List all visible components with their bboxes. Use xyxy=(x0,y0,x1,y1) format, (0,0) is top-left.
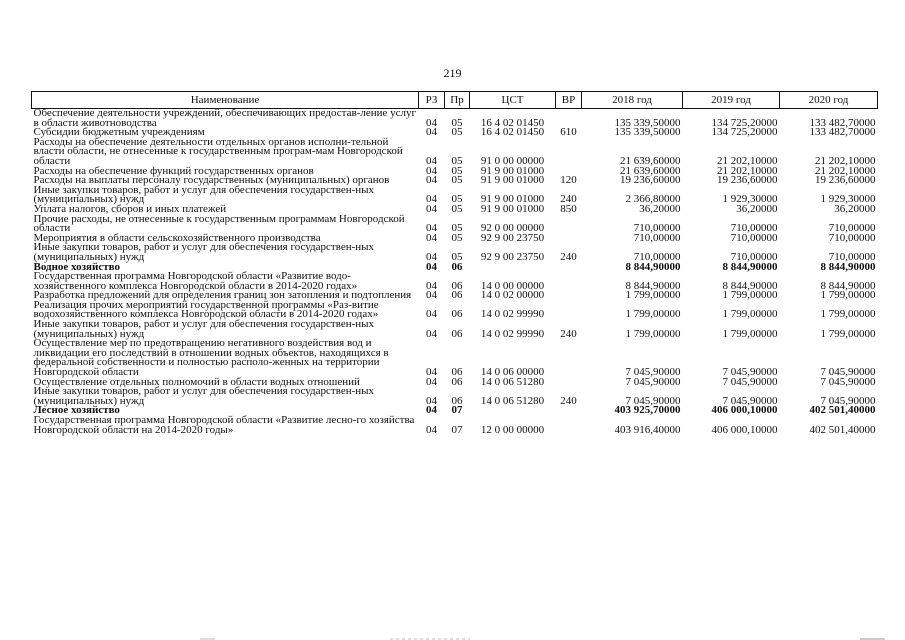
cell-rz: 04 xyxy=(426,116,437,129)
cell-2018: 21 639,60000 xyxy=(620,164,681,177)
cell-name: Водное хозяйство xyxy=(33,260,120,273)
cell-2019: 406 000,10000 xyxy=(711,423,778,436)
cell-vr: 240 xyxy=(560,394,577,407)
cell-name: Государственная программа Новгородской области «Развитие лесно-го хозяйства Новгородской области на 2014-2020 годы» xyxy=(33,414,415,436)
cell-2018: 135 339,50000 xyxy=(614,116,681,129)
cell-vr xyxy=(556,291,582,301)
cell-2018: 8 844,90000 xyxy=(625,260,681,273)
cell-pr: 05 xyxy=(451,164,463,177)
cell-2020: 133 482,70000 xyxy=(809,116,876,129)
cell-pr: 06 xyxy=(451,289,463,302)
cell-pr: 05 xyxy=(451,154,463,167)
cell-name: Уплата налогов, сборов и иных платежей xyxy=(33,202,227,215)
cell-2018: 2 366,80000 xyxy=(625,193,681,206)
cell-rz: 04 xyxy=(426,202,437,215)
cell-rz: 04 xyxy=(426,289,437,302)
cell-name: Субсидии бюджетным учреждениям xyxy=(33,126,205,139)
cell-2018: 1 799,00000 xyxy=(625,308,681,321)
cell-vr: 120 xyxy=(560,174,577,187)
cell-2018: 19 236,60000 xyxy=(620,174,681,187)
cell-cst: 12 0 00 00000 xyxy=(480,423,545,436)
cell-name: Лесное хозяйство xyxy=(33,404,120,417)
header-name: Наименование xyxy=(32,92,419,109)
cell-2018: 8 844,90000 xyxy=(625,279,681,292)
cell-pr: 05 xyxy=(451,116,463,129)
cell-2019: 134 725,20000 xyxy=(711,116,778,129)
cell-pr: 05 xyxy=(451,202,463,215)
cell-cst: 91 9 00 01000 xyxy=(480,164,545,177)
cell-2020: 1 799,00000 xyxy=(820,308,876,321)
cell-pr: 05 xyxy=(451,126,463,139)
cell-pr: 05 xyxy=(451,222,463,235)
cell-name: Осуществление мер по предотвращению негативного воздействия вод и ликвидации его последствий в отношении водных объектов, находящихся в федеральной собственности и полностью располо-женных на территории Новгородской области xyxy=(33,337,389,379)
cell-pr: 05 xyxy=(451,250,463,263)
cell-cst: 91 9 00 01000 xyxy=(480,193,545,206)
cell-cst: 16 4 02 01450 xyxy=(480,126,545,139)
cell-2019: 1 929,30000 xyxy=(722,193,778,206)
cell-cst xyxy=(470,406,556,416)
cell-vr xyxy=(556,263,582,273)
table-row xyxy=(32,243,878,262)
cell-2018: 36,20000 xyxy=(639,202,681,215)
cell-2020: 402 501,40000 xyxy=(809,404,876,417)
cell-vr: 240 xyxy=(560,193,577,206)
cell-pr: 05 xyxy=(451,231,463,244)
scan-edge-marks xyxy=(0,630,905,640)
cell-cst: 14 0 02 99990 xyxy=(480,308,545,321)
cell-2019: 8 844,90000 xyxy=(722,279,778,292)
cell-name: Расходы на выплаты персоналу государственных (муниципальных) органов xyxy=(33,174,390,187)
cell-cst: 91 9 00 01000 xyxy=(480,174,545,187)
cell-2020: 7 045,90000 xyxy=(820,394,876,407)
cell-vr xyxy=(556,215,582,234)
cell-vr xyxy=(556,339,582,377)
cell-2018: 7 045,90000 xyxy=(625,375,681,388)
cell-2018: 403 925,70000 xyxy=(614,404,681,417)
cell-2020: 7 045,90000 xyxy=(820,366,876,379)
cell-2020: 19 236,60000 xyxy=(815,174,876,187)
cell-rz: 04 xyxy=(426,423,437,436)
cell-pr: 06 xyxy=(451,260,463,273)
cell-cst: 16 4 02 01450 xyxy=(480,116,545,129)
cell-2019: 710,00000 xyxy=(730,250,778,263)
cell-pr: 05 xyxy=(451,174,463,187)
cell-2018: 710,00000 xyxy=(633,231,681,244)
cell-2019: 7 045,90000 xyxy=(722,366,778,379)
page-number: 219 xyxy=(443,66,462,80)
cell-vr: 240 xyxy=(560,327,577,340)
cell-cst: 92 9 00 23750 xyxy=(480,250,545,263)
cell-cst xyxy=(470,263,556,273)
cell-2020: 402 501,40000 xyxy=(809,423,876,436)
cell-2018: 1 799,00000 xyxy=(625,327,681,340)
cell-rz: 04 xyxy=(426,404,437,417)
cell-2019: 710,00000 xyxy=(730,222,778,235)
cell-cst: 14 0 02 99990 xyxy=(480,327,545,340)
cell-2018: 403 916,40000 xyxy=(614,423,681,436)
cell-vr: 850 xyxy=(560,202,577,215)
cell-rz: 04 xyxy=(426,126,437,139)
cell-2018: 7 045,90000 xyxy=(625,366,681,379)
cell-vr xyxy=(556,234,582,244)
header-cst: ЦСТ xyxy=(470,92,556,109)
cell-name: Расходы на обеспечение деятельности отдельных органов исполни-тельной власти области, не отнесенные к государственным програм-мам Новгородской области xyxy=(33,135,403,167)
cell-pr: 06 xyxy=(451,308,463,321)
cell-vr: 610 xyxy=(560,126,577,139)
cell-2019: 7 045,90000 xyxy=(722,394,778,407)
header-2020: 2020 год xyxy=(780,92,878,109)
cell-cst: 92 0 00 00000 xyxy=(480,222,545,235)
cell-rz: 04 xyxy=(426,222,437,235)
cell-rz: 04 xyxy=(426,260,437,273)
cell-rz: 04 xyxy=(426,174,437,187)
cell-cst: 14 0 06 51280 xyxy=(480,394,545,407)
cell-pr: 06 xyxy=(451,375,463,388)
cell-vr: 240 xyxy=(560,250,577,263)
cell-rz: 04 xyxy=(426,308,437,321)
table-header-row xyxy=(32,92,878,109)
cell-name: Мероприятия в области сельскохозяйственного производства xyxy=(33,231,321,244)
header-pr: Пр xyxy=(445,92,470,109)
cell-name: Государственная программа Новгородской области «Развитие водо-хозяйственного комплекса Новгородской области в 2014-2020 годах» xyxy=(33,270,358,292)
cell-rz: 04 xyxy=(426,231,437,244)
cell-2020: 710,00000 xyxy=(828,222,876,235)
cell-2019: 19 236,60000 xyxy=(717,174,778,187)
cell-cst: 14 0 06 51280 xyxy=(480,375,545,388)
cell-vr xyxy=(556,416,582,435)
cell-vr xyxy=(556,301,582,320)
table-row xyxy=(32,215,878,234)
cell-2020: 21 202,10000 xyxy=(815,154,876,167)
cell-2020: 133 482,70000 xyxy=(809,126,876,139)
cell-name: Реализация прочих мероприятий государственной программы «Раз-витие водохозяйственного комплекса Новгородской области в 2014-2020 годах» xyxy=(33,298,379,321)
cell-2019: 710,00000 xyxy=(730,231,778,244)
cell-name: Разработка предложений для определения границ зон затопления и подтопления xyxy=(33,289,412,302)
cell-2020: 1 799,00000 xyxy=(820,289,876,302)
cell-rz: 04 xyxy=(426,366,437,379)
cell-2018: 710,00000 xyxy=(633,250,681,263)
cell-rz: 04 xyxy=(426,375,437,388)
cell-2018: 135 339,50000 xyxy=(614,126,681,139)
cell-name: Обеспечение деятельности учреждений, обеспечивающих предостав-ление услуг в области животноводства xyxy=(33,107,417,129)
cell-rz: 04 xyxy=(426,250,437,263)
cell-2019: 8 844,90000 xyxy=(722,260,778,273)
cell-cst: 14 0 00 00000 xyxy=(480,279,545,292)
cell-2019: 1 799,00000 xyxy=(722,327,778,340)
cell-cst: 14 0 02 00000 xyxy=(480,289,545,302)
cell-pr: 06 xyxy=(451,366,463,379)
cell-cst: 91 9 00 01000 xyxy=(480,202,545,215)
cell-2020: 1 929,30000 xyxy=(820,193,876,206)
cell-pr: 05 xyxy=(451,193,463,206)
cell-rz: 04 xyxy=(426,279,437,292)
cell-rz: 04 xyxy=(426,154,437,167)
cell-name: Расходы на обеспечение функций государственных органов xyxy=(33,164,314,177)
header-vr: ВР xyxy=(556,92,582,109)
budget-table xyxy=(31,91,878,435)
cell-2019: 1 799,00000 xyxy=(722,289,778,302)
cell-2018: 1 799,00000 xyxy=(625,289,681,302)
cell-2020: 21 202,10000 xyxy=(815,164,876,177)
cell-name: Иные закупки товаров, работ и услуг для обеспечения государствен-ных (муниципальных) нужд xyxy=(33,241,375,263)
cell-pr: 07 xyxy=(451,423,463,436)
cell-2018: 21 639,60000 xyxy=(620,154,681,167)
cell-2019: 21 202,10000 xyxy=(717,164,778,177)
cell-cst: 92 9 00 23750 xyxy=(480,231,545,244)
cell-2020: 8 844,90000 xyxy=(820,279,876,292)
cell-rz: 04 xyxy=(426,164,437,177)
cell-rz: 04 xyxy=(426,327,437,340)
cell-2018: 710,00000 xyxy=(633,222,681,235)
cell-cst: 91 0 00 00000 xyxy=(480,154,545,167)
header-rz: РЗ xyxy=(419,92,445,109)
header-2018: 2018 год xyxy=(582,92,683,109)
cell-name: Иные закупки товаров, работ и услуг для обеспечения государствен-ных (муниципальных) нужд xyxy=(33,385,375,407)
cell-pr: 06 xyxy=(451,394,463,407)
cell-rz: 04 xyxy=(426,193,437,206)
cell-2020: 8 844,90000 xyxy=(820,260,876,273)
cell-2019: 406 000,10000 xyxy=(711,404,778,417)
cell-name: Осуществление отдельных полномочий в области водных отношений xyxy=(33,375,360,388)
cell-name: Прочие расходы, не отнесенные к государственным программам Новгородской области xyxy=(33,212,405,235)
cell-name: Иные закупки товаров, работ и услуг для обеспечения государствен-ных (муниципальных) нужд xyxy=(33,183,375,206)
cell-2018: 7 045,90000 xyxy=(625,394,681,407)
cell-name: Иные закупки товаров, работ и услуг для обеспечения государствен-ных (муниципальных) нужд xyxy=(33,318,375,340)
cell-2019: 134 725,20000 xyxy=(711,126,778,139)
table-row xyxy=(32,339,878,377)
cell-2019: 21 202,10000 xyxy=(717,154,778,167)
header-2019: 2019 год xyxy=(683,92,780,109)
cell-pr: 06 xyxy=(451,279,463,292)
cell-2019: 36,20000 xyxy=(736,202,778,215)
cell-rz: 04 xyxy=(426,394,437,407)
table-row xyxy=(32,138,878,167)
cell-2020: 7 045,90000 xyxy=(820,375,876,388)
cell-2020: 710,00000 xyxy=(828,250,876,263)
cell-pr: 07 xyxy=(451,404,463,417)
cell-pr: 06 xyxy=(451,327,463,340)
cell-vr xyxy=(556,138,582,167)
cell-vr xyxy=(556,272,582,291)
cell-vr xyxy=(556,406,582,416)
cell-2020: 710,00000 xyxy=(828,231,876,244)
cell-2020: 1 799,00000 xyxy=(820,327,876,340)
cell-2019: 7 045,90000 xyxy=(722,375,778,388)
table-row xyxy=(32,416,878,435)
cell-vr xyxy=(556,378,582,388)
cell-2020: 36,20000 xyxy=(834,202,876,215)
cell-cst: 14 0 06 00000 xyxy=(480,366,545,379)
cell-2019: 1 799,00000 xyxy=(722,308,778,321)
